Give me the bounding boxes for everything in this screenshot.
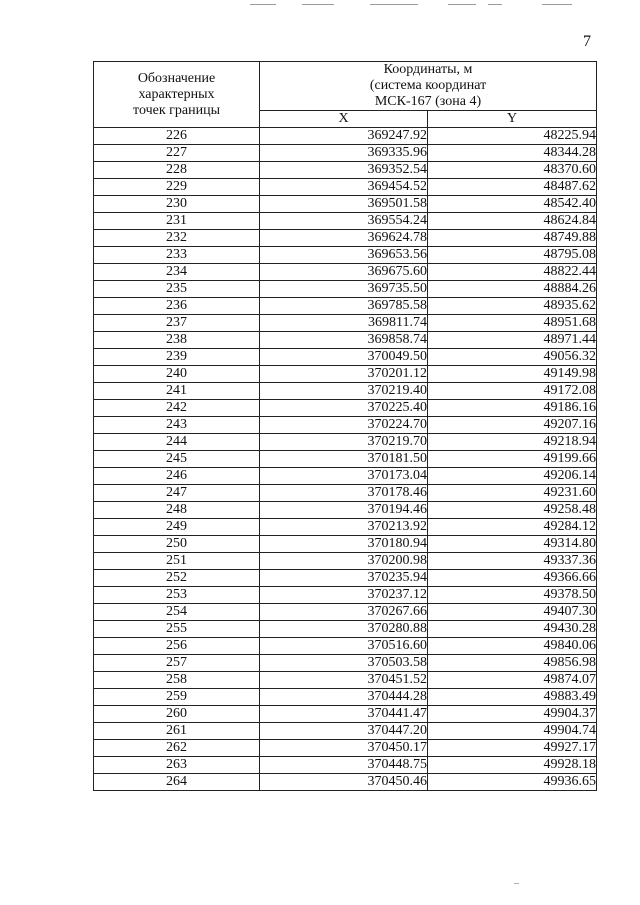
cell-point: 237 bbox=[94, 315, 260, 332]
cell-point: 227 bbox=[94, 145, 260, 162]
cell-point: 253 bbox=[94, 587, 260, 604]
table-row bbox=[94, 757, 597, 774]
cell-point: 262 bbox=[94, 740, 260, 757]
cell-y: 48822.44 bbox=[428, 264, 597, 281]
cell-x: 370173.04 bbox=[260, 468, 428, 485]
table-row bbox=[94, 706, 597, 723]
cell-point: 264 bbox=[94, 774, 260, 791]
table-row bbox=[94, 519, 597, 536]
table-row bbox=[94, 264, 597, 281]
table-row bbox=[94, 332, 597, 349]
header-point-designation bbox=[94, 62, 260, 128]
cell-y: 49904.74 bbox=[428, 723, 597, 740]
table-row bbox=[94, 638, 597, 655]
cell-y: 49407.30 bbox=[428, 604, 597, 621]
cell-y: 49056.32 bbox=[428, 349, 597, 366]
table-body bbox=[94, 128, 597, 791]
cell-y: 49314.80 bbox=[428, 536, 597, 553]
cell-point: 239 bbox=[94, 349, 260, 366]
cell-x: 370049.50 bbox=[260, 349, 428, 366]
cell-x: 369785.58 bbox=[260, 298, 428, 315]
cell-y: 49206.14 bbox=[428, 468, 597, 485]
cell-point: 258 bbox=[94, 672, 260, 689]
cell-x: 370181.50 bbox=[260, 451, 428, 468]
table-row bbox=[94, 417, 597, 434]
table-row bbox=[94, 655, 597, 672]
cell-y: 48542.40 bbox=[428, 196, 597, 213]
cell-x: 370441.47 bbox=[260, 706, 428, 723]
cell-x: 370267.66 bbox=[260, 604, 428, 621]
cell-y: 48971.44 bbox=[428, 332, 597, 349]
header-y: Y bbox=[428, 111, 597, 128]
cell-y: 49337.36 bbox=[428, 553, 597, 570]
cell-x: 370225.40 bbox=[260, 400, 428, 417]
cell-point: 234 bbox=[94, 264, 260, 281]
cell-point: 230 bbox=[94, 196, 260, 213]
header-coords-line-1: Координаты, м bbox=[383, 62, 473, 77]
scan-top-marks bbox=[230, 4, 590, 8]
cell-x: 370451.52 bbox=[260, 672, 428, 689]
table-header-row bbox=[94, 62, 597, 111]
cell-point: 248 bbox=[94, 502, 260, 519]
cell-x: 370180.94 bbox=[260, 536, 428, 553]
cell-x: 369501.58 bbox=[260, 196, 428, 213]
table-row bbox=[94, 349, 597, 366]
cell-y: 49378.50 bbox=[428, 587, 597, 604]
table-row bbox=[94, 672, 597, 689]
coordinates-table bbox=[93, 61, 597, 791]
cell-point: 235 bbox=[94, 281, 260, 298]
header-coords-line-2: (система координат bbox=[369, 78, 487, 93]
cell-x: 369247.92 bbox=[260, 128, 428, 145]
cell-point: 259 bbox=[94, 689, 260, 706]
table-row bbox=[94, 315, 597, 332]
cell-x: 369335.96 bbox=[260, 145, 428, 162]
cell-y: 48951.68 bbox=[428, 315, 597, 332]
cell-y: 49149.98 bbox=[428, 366, 597, 383]
cell-x: 369352.54 bbox=[260, 162, 428, 179]
cell-point: 245 bbox=[94, 451, 260, 468]
cell-point: 261 bbox=[94, 723, 260, 740]
table-row bbox=[94, 621, 597, 638]
table-row bbox=[94, 230, 597, 247]
cell-y: 49904.37 bbox=[428, 706, 597, 723]
cell-y: 48370.60 bbox=[428, 162, 597, 179]
cell-x: 370516.60 bbox=[260, 638, 428, 655]
cell-point: 247 bbox=[94, 485, 260, 502]
cell-point: 233 bbox=[94, 247, 260, 264]
cell-point: 252 bbox=[94, 570, 260, 587]
cell-point: 254 bbox=[94, 604, 260, 621]
cell-x: 370447.20 bbox=[260, 723, 428, 740]
header-coordinates bbox=[260, 62, 597, 111]
table-row bbox=[94, 723, 597, 740]
cell-y: 48935.62 bbox=[428, 298, 597, 315]
cell-point: 231 bbox=[94, 213, 260, 230]
cell-point: 228 bbox=[94, 162, 260, 179]
cell-x: 369454.52 bbox=[260, 179, 428, 196]
cell-point: 236 bbox=[94, 298, 260, 315]
table-row bbox=[94, 196, 597, 213]
cell-x: 370178.46 bbox=[260, 485, 428, 502]
cell-x: 370201.12 bbox=[260, 366, 428, 383]
cell-y: 49928.18 bbox=[428, 757, 597, 774]
cell-point: 242 bbox=[94, 400, 260, 417]
cell-y: 49856.98 bbox=[428, 655, 597, 672]
cell-x: 370237.12 bbox=[260, 587, 428, 604]
table-row bbox=[94, 485, 597, 502]
cell-point: 263 bbox=[94, 757, 260, 774]
cell-y: 49284.12 bbox=[428, 519, 597, 536]
scan-bottom-mark bbox=[514, 883, 519, 884]
cell-x: 370450.17 bbox=[260, 740, 428, 757]
table-row bbox=[94, 434, 597, 451]
cell-point: 244 bbox=[94, 434, 260, 451]
cell-point: 238 bbox=[94, 332, 260, 349]
cell-point: 229 bbox=[94, 179, 260, 196]
cell-y: 49874.07 bbox=[428, 672, 597, 689]
table-row bbox=[94, 536, 597, 553]
cell-x: 370200.98 bbox=[260, 553, 428, 570]
table-row bbox=[94, 179, 597, 196]
cell-x: 370503.58 bbox=[260, 655, 428, 672]
cell-point: 241 bbox=[94, 383, 260, 400]
cell-x: 370219.40 bbox=[260, 383, 428, 400]
cell-point: 256 bbox=[94, 638, 260, 655]
header-point-line-2: характерных bbox=[138, 86, 215, 102]
cell-point: 251 bbox=[94, 553, 260, 570]
header-coords-line-3: МСК-167 (зона 4) bbox=[374, 94, 482, 109]
table-row bbox=[94, 162, 597, 179]
table-row bbox=[94, 145, 597, 162]
table-row bbox=[94, 383, 597, 400]
cell-x: 370235.94 bbox=[260, 570, 428, 587]
table-row bbox=[94, 604, 597, 621]
cell-point: 249 bbox=[94, 519, 260, 536]
table-row bbox=[94, 587, 597, 604]
cell-point: 246 bbox=[94, 468, 260, 485]
cell-point: 250 bbox=[94, 536, 260, 553]
cell-y: 48884.26 bbox=[428, 281, 597, 298]
table-row bbox=[94, 366, 597, 383]
cell-y: 48487.62 bbox=[428, 179, 597, 196]
cell-x: 370213.92 bbox=[260, 519, 428, 536]
cell-y: 49207.16 bbox=[428, 417, 597, 434]
cell-point: 232 bbox=[94, 230, 260, 247]
cell-y: 49936.65 bbox=[428, 774, 597, 791]
cell-y: 49199.66 bbox=[428, 451, 597, 468]
table-row bbox=[94, 689, 597, 706]
cell-y: 49430.28 bbox=[428, 621, 597, 638]
header-x: X bbox=[260, 111, 428, 128]
header-point-line-1: Обозначение bbox=[137, 70, 216, 86]
table-row bbox=[94, 451, 597, 468]
cell-y: 49172.08 bbox=[428, 383, 597, 400]
cell-y: 48749.88 bbox=[428, 230, 597, 247]
cell-y: 49186.16 bbox=[428, 400, 597, 417]
cell-y: 49218.94 bbox=[428, 434, 597, 451]
cell-x: 370280.88 bbox=[260, 621, 428, 638]
cell-y: 48225.94 bbox=[428, 128, 597, 145]
cell-y: 49883.49 bbox=[428, 689, 597, 706]
header-point-line-3: точек границы bbox=[133, 102, 220, 118]
cell-x: 369858.74 bbox=[260, 332, 428, 349]
cell-point: 260 bbox=[94, 706, 260, 723]
cell-point: 255 bbox=[94, 621, 260, 638]
cell-x: 369735.50 bbox=[260, 281, 428, 298]
cell-y: 49840.06 bbox=[428, 638, 597, 655]
table-row bbox=[94, 740, 597, 757]
cell-point: 257 bbox=[94, 655, 260, 672]
cell-y: 49927.17 bbox=[428, 740, 597, 757]
cell-y: 48795.08 bbox=[428, 247, 597, 264]
cell-y: 49231.60 bbox=[428, 485, 597, 502]
cell-y: 48344.28 bbox=[428, 145, 597, 162]
cell-x: 369624.78 bbox=[260, 230, 428, 247]
cell-x: 369675.60 bbox=[260, 264, 428, 281]
table-row bbox=[94, 247, 597, 264]
cell-x: 369811.74 bbox=[260, 315, 428, 332]
table-row bbox=[94, 502, 597, 519]
cell-y: 49366.66 bbox=[428, 570, 597, 587]
cell-x: 370448.75 bbox=[260, 757, 428, 774]
table-row bbox=[94, 468, 597, 485]
cell-x: 370444.28 bbox=[260, 689, 428, 706]
cell-point: 240 bbox=[94, 366, 260, 383]
cell-x: 370450.46 bbox=[260, 774, 428, 791]
table-row bbox=[94, 213, 597, 230]
cell-x: 370219.70 bbox=[260, 434, 428, 451]
table-row bbox=[94, 281, 597, 298]
cell-y: 49258.48 bbox=[428, 502, 597, 519]
page-number: 7 bbox=[583, 33, 591, 50]
cell-point: 243 bbox=[94, 417, 260, 434]
cell-y: 48624.84 bbox=[428, 213, 597, 230]
cell-x: 369554.24 bbox=[260, 213, 428, 230]
table-row bbox=[94, 553, 597, 570]
cell-point: 226 bbox=[94, 128, 260, 145]
table-row bbox=[94, 128, 597, 145]
cell-x: 370194.46 bbox=[260, 502, 428, 519]
cell-x: 370224.70 bbox=[260, 417, 428, 434]
table-row bbox=[94, 400, 597, 417]
cell-x: 369653.56 bbox=[260, 247, 428, 264]
table-row bbox=[94, 298, 597, 315]
table-row bbox=[94, 570, 597, 587]
table-row bbox=[94, 774, 597, 791]
